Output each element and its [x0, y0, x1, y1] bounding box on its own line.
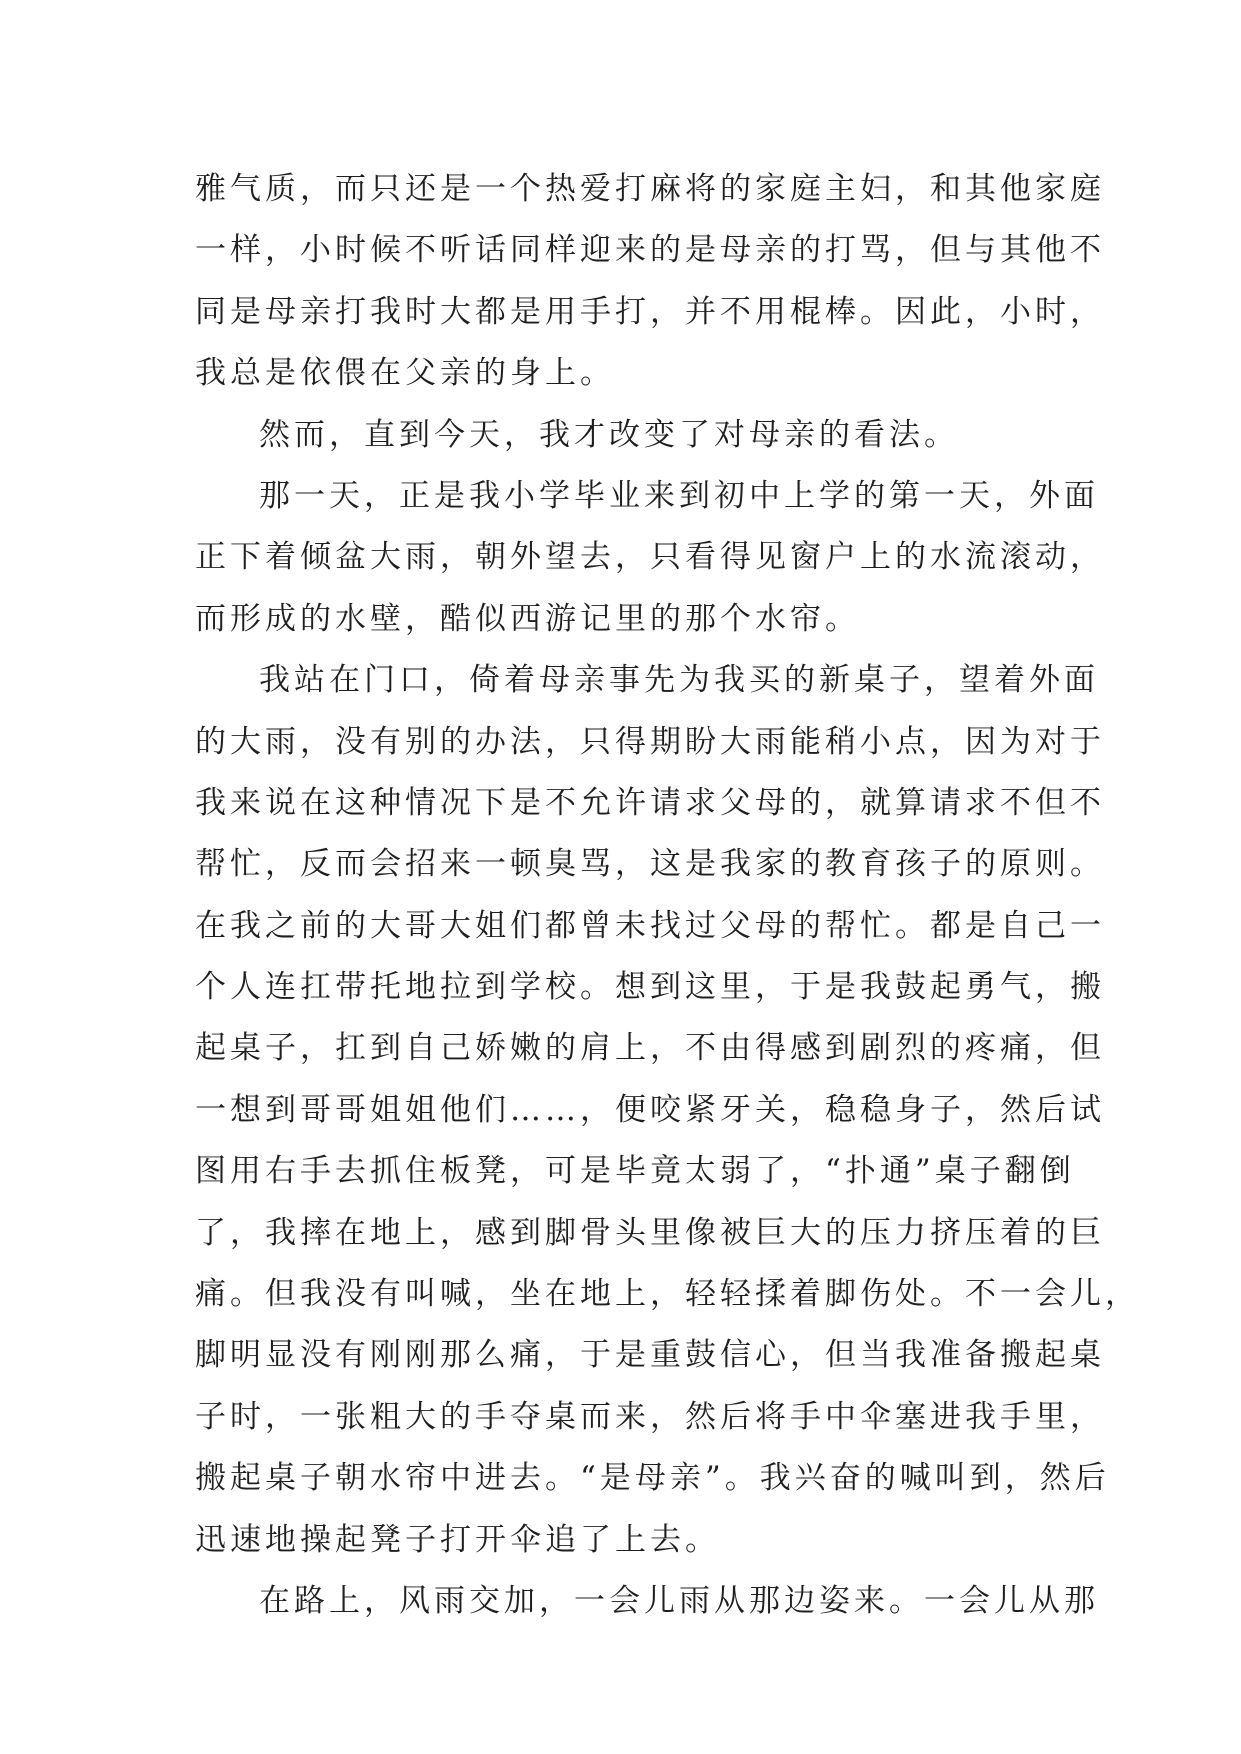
text-line: 个人连扛带托地拉到学校。想到这里，于是我鼓起勇气，搬	[195, 969, 1105, 1006]
text-line: 迅速地操起凳子打开伞追了上去。	[195, 1521, 720, 1558]
text-line: 雅气质，而只还是一个热爱打麻将的家庭主妇，和其他家庭	[195, 171, 1105, 207]
text-line: 脚明显没有刚刚那么痛，于是重鼓信心，但当我准备搬起桌	[195, 1337, 1105, 1374]
text-line: 子时，一张粗大的手夺桌而来，然后将手中伞塞进我手里，	[195, 1398, 1105, 1435]
text-line: 起桌子，扛到自己娇嫩的肩上，不由得感到剧烈的疼痛，但	[195, 1030, 1105, 1067]
text-line: 一想到哥哥姐姐他们……，便咬紧牙关，稳稳身子，然后试	[195, 1091, 1105, 1128]
text-line: 图用右手去抓住板凳，可是毕竟太弱了，“扑通”桌子翻倒	[195, 1153, 1075, 1190]
text-line: 正下着倾盆大雨，朝外望去，只看得见窗户上的水流滚动，	[195, 539, 1105, 576]
text-line: 搬起桌子朝水帘中进去。“是母亲”。我兴奋的喊叫到，然后	[195, 1460, 1110, 1497]
text-line: 我来说在这种情况下是不允许请求父母的，就算请求不但不	[195, 784, 1105, 821]
text-line: 在路上，风雨交加，一会儿雨从那边姿来。一会儿从那	[259, 1582, 1099, 1619]
text-line: 同是母亲打我时大都是用手打，并不用棍棒。因此，小时，	[195, 293, 1105, 330]
text-line: 而形成的水壁，酷似西游记里的那个水帘。	[195, 600, 860, 637]
text-line: 了，我摔在地上，感到脚骨头里像被巨大的压力挤压着的巨	[195, 1214, 1105, 1251]
text-line: 一样，小时候不听话同样迎来的是母亲的打骂，但与其他不	[195, 232, 1105, 269]
text-line: 在我之前的大哥大姐们都曾未找过父母的帮忙。都是自己一	[195, 907, 1105, 944]
body-text	[195, 159, 1140, 1632]
text-line: 痛。但我没有叫喊，坐在地上，轻轻揉着脚伤处。不一会儿，	[195, 1276, 1140, 1313]
text-line: 然而，直到今天，我才改变了对母亲的看法。	[259, 416, 959, 453]
text-line: 我站在门口，倚着母亲事先为我买的新桌子，望着外面	[259, 662, 1099, 699]
text-line: 那一天，正是我小学毕业来到初中上学的第一天，外面	[259, 477, 1099, 514]
text-line: 我总是依偎在父亲的身上。	[195, 355, 615, 392]
text-line: 的大雨，没有别的办法，只得期盼大雨能稍小点，因为对于	[195, 723, 1105, 760]
text-line: 帮忙，反而会招来一顿臭骂，这是我家的教育孩子的原则。	[195, 846, 1105, 883]
